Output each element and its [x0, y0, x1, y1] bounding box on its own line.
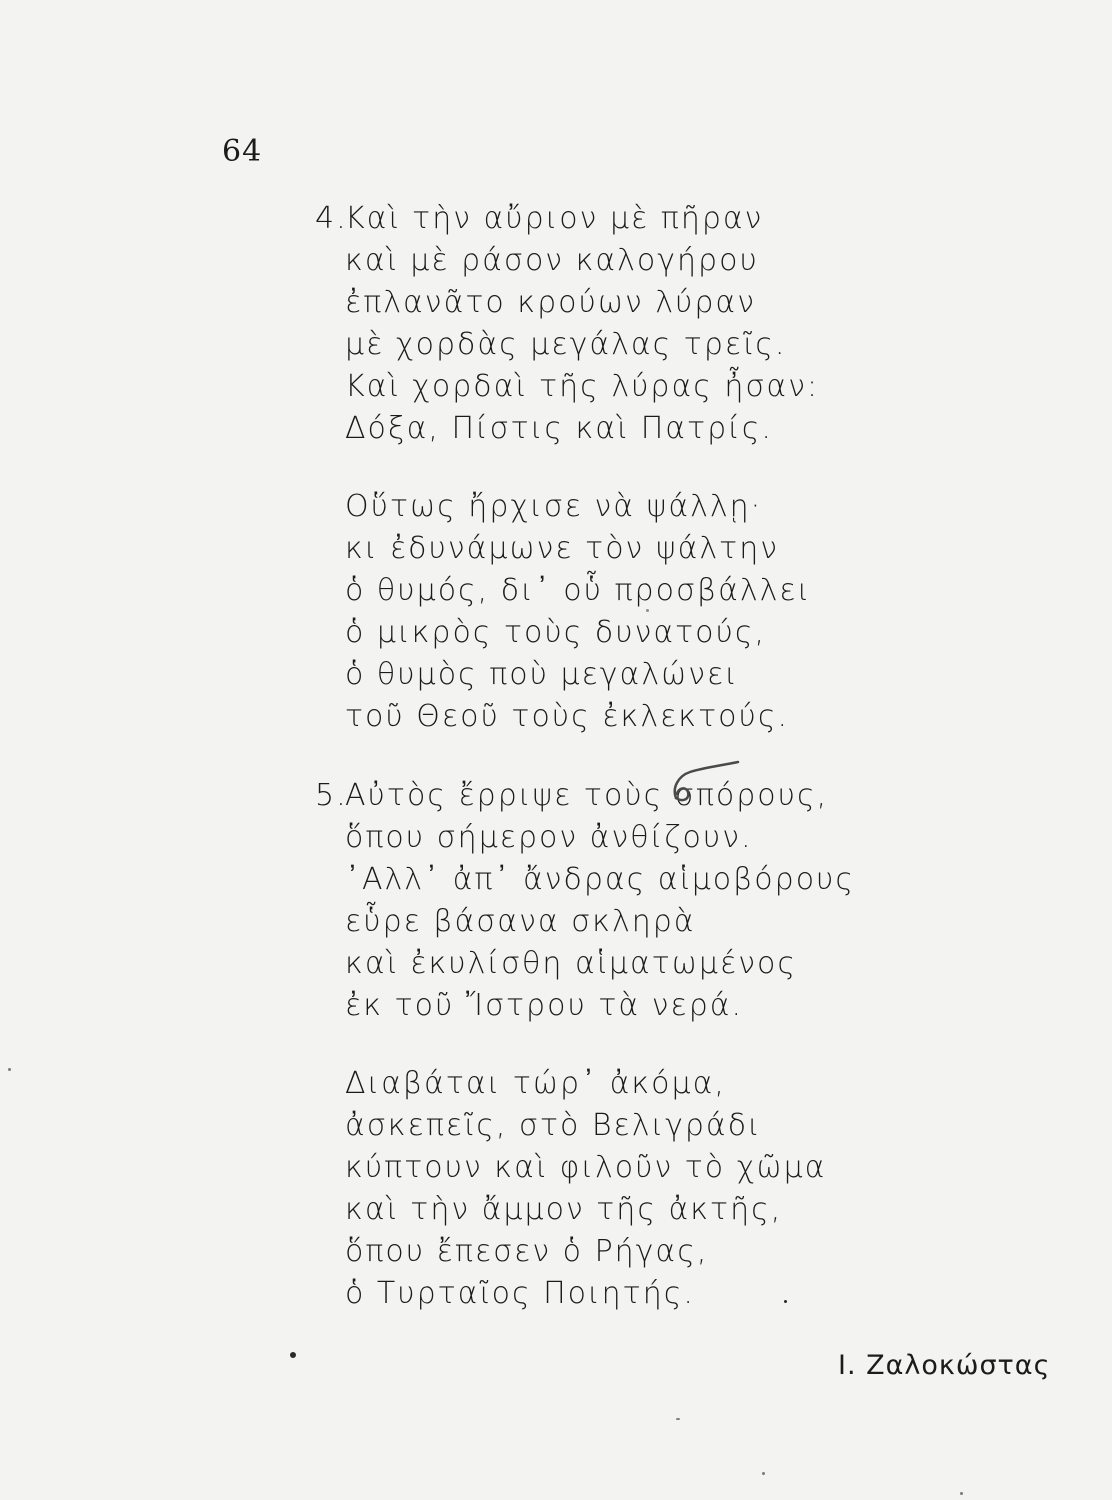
poem-line: ἐκ τοῦ Ἴστρου τὰ νερά.: [345, 988, 744, 1023]
poem-line: κύπτουν καὶ φιλοῦν τὸ χῶμα: [345, 1150, 827, 1185]
stanza-number: 5.: [315, 778, 348, 813]
paper-speck: [960, 1492, 963, 1495]
poem-line: Διαβάται τώρ᾽ ἀκόμα,: [345, 1066, 726, 1101]
paper-speck: [784, 1300, 787, 1303]
poem-line: καὶ μὲ ράσον καλογήρου: [345, 243, 759, 278]
poem-line: ὁ Τυρταῖος Ποιητής.: [345, 1276, 695, 1311]
page-number: 64: [222, 134, 263, 169]
poem-line-text: Αὐτὸς ἔρριψε τοὺς σπόρους,: [345, 778, 829, 813]
paper-speck: [8, 1068, 11, 1071]
poem-line: ἐπλανᾶτο κρούων λύραν: [345, 285, 756, 320]
poem-line: Καὶ χορδαὶ τῆς λύρας ἦσαν:: [345, 369, 820, 404]
poem-line: καὶ τὴν ἄμμον τῆς ἀκτῆς,: [345, 1192, 783, 1227]
poem-line: Δόξα, Πίστις καὶ Πατρίς.: [345, 411, 773, 446]
paper-speck: [290, 1352, 296, 1358]
handwritten-correction-mark: [668, 760, 748, 806]
paper-speck: [646, 609, 649, 612]
paper-speck: [676, 1418, 680, 1420]
paper-speck: [762, 1472, 765, 1475]
poem-line: ὁ θυμὸς ποὺ μεγαλώνει: [345, 657, 739, 692]
poem-line-text: Καὶ τὴν αὔριον μὲ πῆραν: [345, 201, 764, 236]
poem-line: ᾿Αλλ᾽ ἀπ᾽ ἄνδρας αἱμοβόρους: [345, 862, 856, 897]
poem-line: ἀσκεπεῖς, στὸ Βελιγράδι: [345, 1108, 762, 1143]
poem-line: τοῦ Θεοῦ τοὺς ἐκλεκτούς.: [345, 699, 790, 734]
poem-line: ὅπου ἔπεσεν ὁ Ρήγας,: [345, 1234, 709, 1269]
poem-line: κι ἐδυνάμωνε τὸν ψάλτην: [345, 531, 780, 566]
poem-line: ὁ θυμός, δι᾽ οὗ προσβάλλει: [345, 573, 812, 608]
stanza-5-continued: [345, 1063, 1065, 1315]
stanza-5: [315, 775, 1065, 1027]
poem-line: ὁ μικρὸς τοὺς δυνατούς,: [345, 615, 767, 650]
poem-line: μὲ χορδὰς μεγάλας τρεῖς.: [345, 327, 787, 362]
poem-line: ὅπου σήμερον ἀνθίζουν.: [345, 820, 753, 855]
stanza-4-continued: [345, 486, 1065, 738]
stanza-4: [315, 198, 1065, 450]
poem-line: Οὕτως ἤρχισε νὰ ψάλλῃ·: [345, 489, 763, 524]
poem-line: καὶ ἐκυλίσθη αἱματωμένος: [345, 946, 797, 981]
stanza-number: 4.: [315, 201, 348, 236]
poem-line: εὗρε βάσανα σκληρὰ: [345, 904, 696, 939]
poem-line: [315, 198, 1065, 240]
author-signature: Ι. Ζαλοκώστας: [838, 1350, 1051, 1381]
